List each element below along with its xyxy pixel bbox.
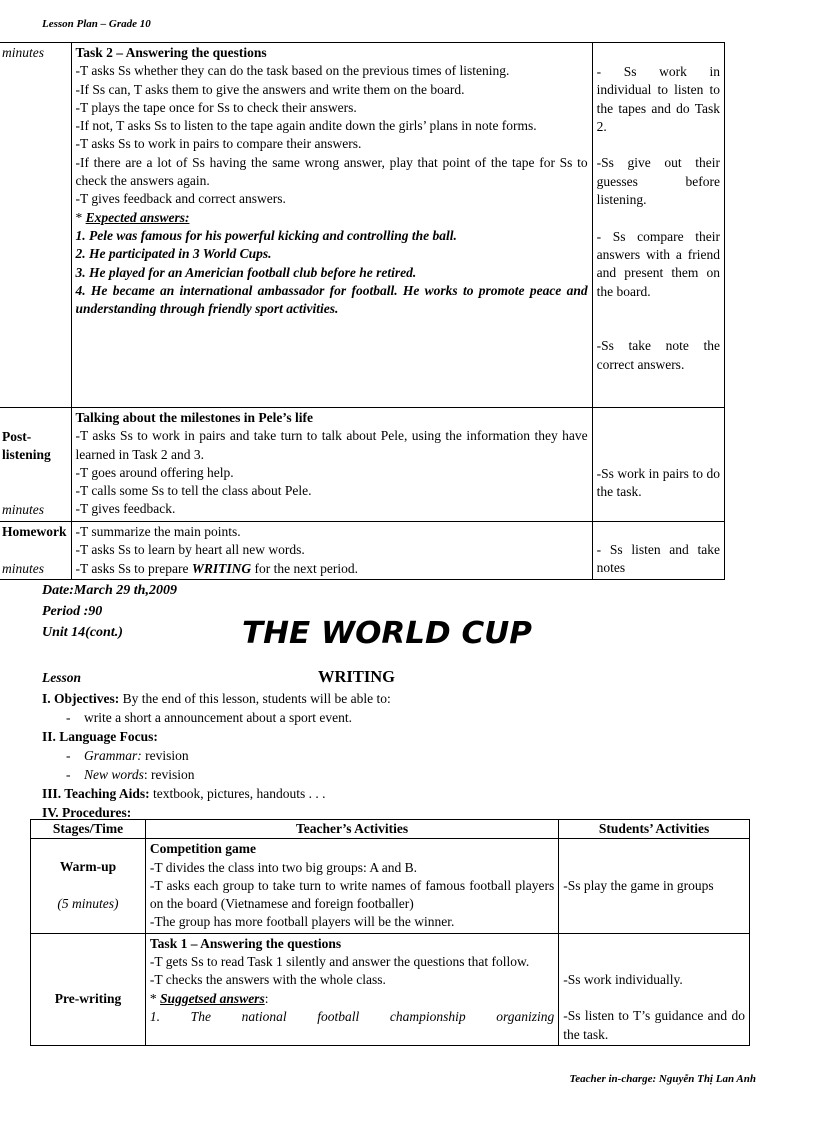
stage-time: minutes — [2, 502, 44, 518]
students-activities-cell — [592, 408, 724, 522]
lesson-date: Date:March 29 th,2009 — [42, 583, 177, 598]
teaching-aids: III. Teaching Aids: textbook, pictures, handouts . . . — [42, 786, 326, 801]
lesson-label: Lesson — [42, 670, 82, 685]
activity-line: -T gives feedback and correct answers. — [75, 191, 286, 207]
stage-cell — [31, 933, 146, 1045]
answer-line: 1. Pele was famous for his powerful kicking and controlling the ball. — [75, 227, 457, 243]
new-words-item: - New words: revision — [66, 767, 195, 782]
teacher-activities-cell — [145, 933, 558, 1045]
lesson-unit: Unit 14(cont.) — [42, 625, 123, 640]
suggested-answers-heading: * Suggetsed answers: — [149, 990, 269, 1006]
stage-cell — [0, 522, 71, 580]
teacher-activities-cell — [71, 522, 592, 580]
students-activities-cell — [559, 839, 750, 933]
stage-name: Post- — [2, 429, 32, 444]
activity-line: -If not, T asks Ss to listen to the tape again andite down the girls’ plans in note forms. — [75, 118, 537, 134]
activity-line: -T checks the answers with the whole class. — [149, 972, 386, 988]
student-activity: -Ss listen to T’s guidance and do the task. — [563, 1008, 745, 1042]
answer-line: 4. He became an international ambassador for football. He works to promote peace and understanding through friendly sport activities. — [75, 282, 588, 317]
activity-line: -T plays the tape once for Ss to check their answers. — [75, 99, 357, 115]
world-cup-logo — [240, 614, 536, 650]
activity-line: -If Ss can, T asks them to give the answers and write them on the board. — [75, 81, 465, 97]
activity-line: -T gives feedback. — [75, 501, 176, 517]
col-header-stages: Stages/Time — [31, 820, 146, 839]
objectives: I. Objectives: By the end of this lesson, students will be able to: — [42, 691, 391, 706]
student-activity: -Ss work in pairs to do the task. — [596, 466, 720, 500]
activity-line: -T goes around offering help. — [75, 464, 234, 480]
students-activities-cell — [559, 933, 750, 1045]
writing-keyword: WRITING — [191, 560, 252, 576]
page-footer: Teacher in-charge: Nguyễn Thị Lan Anh — [569, 1073, 756, 1085]
stage-name: Pre-writing — [54, 990, 122, 1006]
procedure-table-wrapper — [30, 819, 751, 1057]
student-activity: -Ss give out their guesses before listening. — [596, 155, 720, 208]
procedures: IV. Procedures: — [42, 805, 132, 820]
student-activity: - Ss listen and take notes — [596, 542, 720, 576]
stage-name: Homework — [2, 524, 67, 539]
activity-line: -If there are a lot of Ss having the same wrong answer, play that point of the tape for Ss to check the answers again. — [75, 154, 588, 189]
stage-cell — [31, 839, 146, 933]
grammar-item: - Grammar: revision — [66, 748, 189, 763]
procedure-table-continued — [0, 42, 725, 580]
stage-time: minutes — [2, 560, 44, 576]
activity-line: -T asks Ss to prepare WRITING for the next period. — [75, 560, 358, 576]
answer-line: 1. The national football championship organizing — [149, 1008, 555, 1024]
language-focus: II. Language Focus: — [42, 729, 158, 744]
task-title: Task 1 – Answering the questions — [149, 935, 342, 951]
activity-line: -T asks Ss whether they can do the task based on the previous times of listening. — [75, 63, 510, 79]
lesson-meta — [42, 580, 177, 643]
activity-line: -T summarize the main points. — [75, 524, 241, 539]
objective-item: - write a short a announcement about a sport event. — [66, 710, 353, 725]
col-header-teacher: Teacher’s Activities — [145, 820, 558, 839]
task-title: Talking about the milestones in Pele’s life — [75, 410, 314, 425]
procedure-table — [30, 819, 750, 1046]
lesson-title: WRITING — [318, 667, 396, 686]
student-activity: - Ss work in individual to listen to the tapes and do Task 2. — [596, 64, 720, 134]
lesson-sections — [42, 689, 391, 822]
activity-line: -T asks Ss to work in pairs and take turn to talk about Pele, using the information they have learned in Task 2 and 3. — [75, 428, 588, 462]
expected-answers-heading: * Expected answers: — [75, 209, 190, 225]
stage-name: Warm-up — [59, 859, 117, 875]
logo-text: THE WORLD CUP — [242, 616, 533, 650]
teacher-activities-cell — [145, 839, 558, 933]
activity-line: -T divides the class into two big groups: A and B. — [149, 859, 418, 875]
activity-line: -T asks Ss to learn by heart all new words. — [75, 542, 305, 558]
table-row — [31, 839, 750, 933]
page-header: Lesson Plan – Grade 10 — [42, 18, 151, 30]
students-activities-cell — [592, 43, 724, 408]
student-activity: - Ss compare their answers with a friend and present them on the board. — [596, 228, 720, 299]
stage-time: minutes — [2, 45, 44, 60]
student-activity: -Ss work individually. — [563, 971, 683, 987]
table-header-row — [31, 820, 750, 839]
student-activity: -Ss take note the correct answers. — [596, 338, 720, 372]
table-row — [0, 522, 725, 580]
stage-cell — [0, 43, 71, 408]
students-activities-cell — [592, 522, 724, 580]
stage-name: listening — [2, 447, 51, 463]
task-title: Competition game — [149, 841, 257, 857]
stage-cell — [0, 408, 71, 522]
activity-line: -T calls some Ss to tell the class about Pele. — [75, 483, 312, 499]
table-row — [0, 408, 725, 522]
activity-line: -T asks Ss to work in pairs to compare their answers. — [75, 136, 362, 152]
table-row — [0, 43, 725, 408]
answer-line: 3. He played for an Americian football club before he retired. — [75, 264, 417, 280]
table-row — [31, 933, 750, 1045]
activity-line: -T gets Ss to read Task 1 silently and answer the questions that follow. — [149, 954, 530, 970]
lesson-period: Period :90 — [42, 604, 103, 619]
activity-line: -The group has more football players will be the winner. — [149, 914, 455, 930]
answer-line: 2. He participated in 3 World Cups. — [75, 246, 272, 262]
task-title: Task 2 – Answering the questions — [75, 45, 267, 60]
stage-time: (5 minutes) — [57, 895, 119, 911]
expected-answers-label: Expected answers: — [85, 209, 190, 225]
activity-line: -T asks each group to take turn to write names of famous football players on the board (Vietnamese and foreign footballer) — [149, 877, 555, 912]
student-activity: -Ss play the game in groups — [563, 878, 714, 894]
col-header-students: Students’ Activities — [559, 820, 750, 839]
teacher-activities-cell — [71, 408, 592, 522]
teacher-activities-cell — [71, 43, 592, 408]
